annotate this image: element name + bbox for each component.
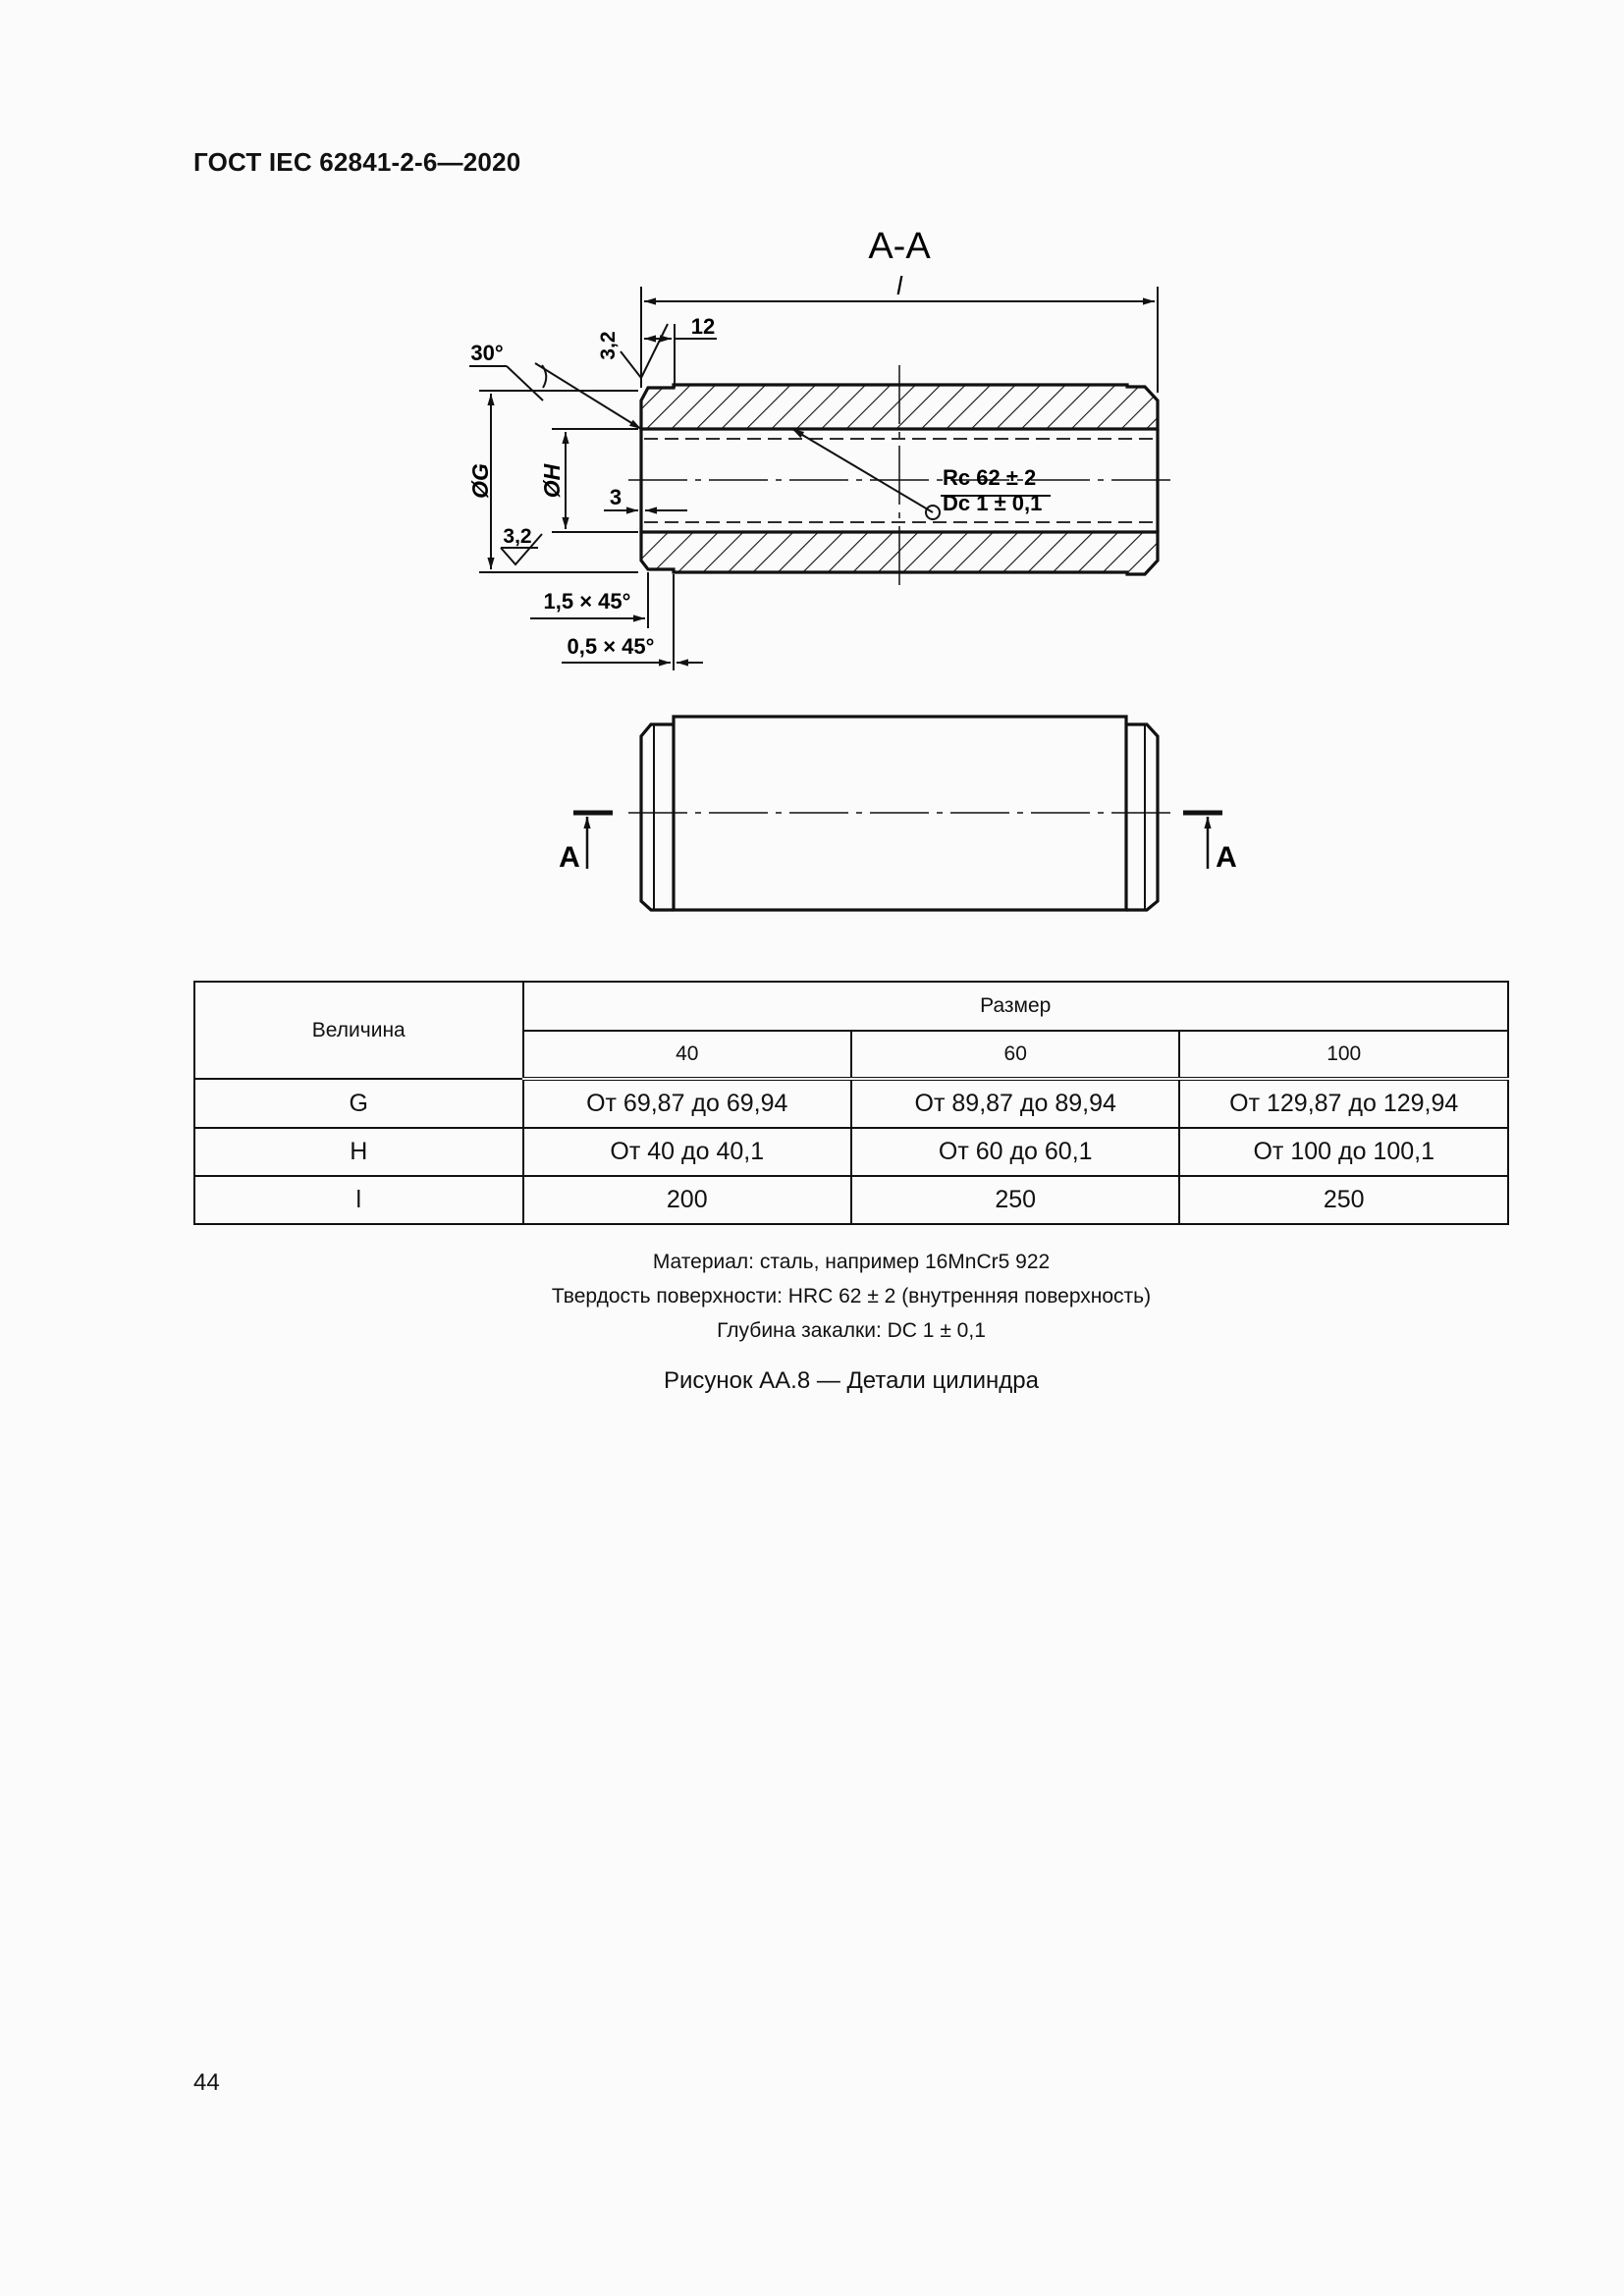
table-row — [194, 1128, 1508, 1176]
cut-label-left: А — [559, 841, 580, 874]
col-header-quantity: Величина — [194, 982, 523, 1079]
roughness-top-symbol — [621, 324, 668, 378]
case-depth-label: Dc 1 ± 0,1 — [943, 491, 1043, 515]
section-label: А-А — [868, 226, 931, 267]
dim-12-label: 12 — [690, 314, 716, 339]
table-cell: 250 — [851, 1176, 1179, 1224]
note-case-depth: Глубина закалки: DC 1 ± 0,1 — [717, 1319, 986, 1342]
row-label-g: G — [194, 1079, 523, 1128]
hardness-label: Rc 62 ± 2 — [943, 465, 1037, 490]
note-hardness: Твердость поверхности: HRC 62 ± 2 (внутренняя поверхность) — [551, 1285, 1152, 1308]
dim-length-label: l — [896, 271, 902, 300]
table-cell: От 100 до 100,1 — [1179, 1128, 1508, 1176]
material-notes — [193, 1245, 1509, 1348]
dim-diameter-h-label: ØH — [539, 463, 565, 499]
dim-diameter-g-label: ØG — [467, 463, 493, 499]
table-cell: От 129,87 до 129,94 — [1179, 1079, 1508, 1128]
chamfer-05-label: 0,5 × 45° — [567, 634, 655, 659]
roughness-top-label: 3,2 — [597, 331, 620, 360]
cylinder-technical-drawing — [0, 0, 1624, 942]
cylinder-section-body — [628, 365, 1173, 589]
row-label-h: H — [194, 1128, 523, 1176]
note-material: Материал: сталь, например 16MnCr5 922 — [652, 1251, 1051, 1273]
roughness-left-label: 3,2 — [503, 525, 532, 548]
table-cell: 200 — [523, 1176, 851, 1224]
table-cell: От 89,87 до 89,94 — [851, 1079, 1179, 1128]
figure-caption: Рисунок АА.8 — Детали цилиндра — [663, 1367, 1040, 1394]
angle-30-label: 30° — [470, 341, 504, 365]
document-header: ГОСТ IEC 62841-2-6—2020 — [193, 147, 521, 177]
dim-diameter-h — [552, 429, 638, 532]
dim-3-label: 3 — [609, 485, 623, 509]
table-cell: 250 — [1179, 1176, 1508, 1224]
col-header-size-40: 40 — [523, 1031, 851, 1079]
cylinder-front-view — [628, 717, 1173, 910]
table-cell: От 69,87 до 69,94 — [523, 1079, 851, 1128]
table-cell: От 40 до 40,1 — [523, 1128, 851, 1176]
table-row — [194, 1079, 1508, 1128]
row-label-l: l — [194, 1176, 523, 1224]
table-row — [194, 1176, 1508, 1224]
col-header-size-60: 60 — [851, 1031, 1179, 1079]
cut-label-right: А — [1216, 841, 1237, 874]
cylinder-dimensions-table — [193, 981, 1509, 1225]
angle-30-leader — [469, 363, 641, 429]
table-cell: От 60 до 60,1 — [851, 1128, 1179, 1176]
col-header-size: Размер — [523, 982, 1508, 1031]
chamfer-15-label: 1,5 × 45° — [543, 589, 631, 614]
page-number: 44 — [193, 2069, 220, 2096]
col-header-size-100: 100 — [1179, 1031, 1508, 1079]
